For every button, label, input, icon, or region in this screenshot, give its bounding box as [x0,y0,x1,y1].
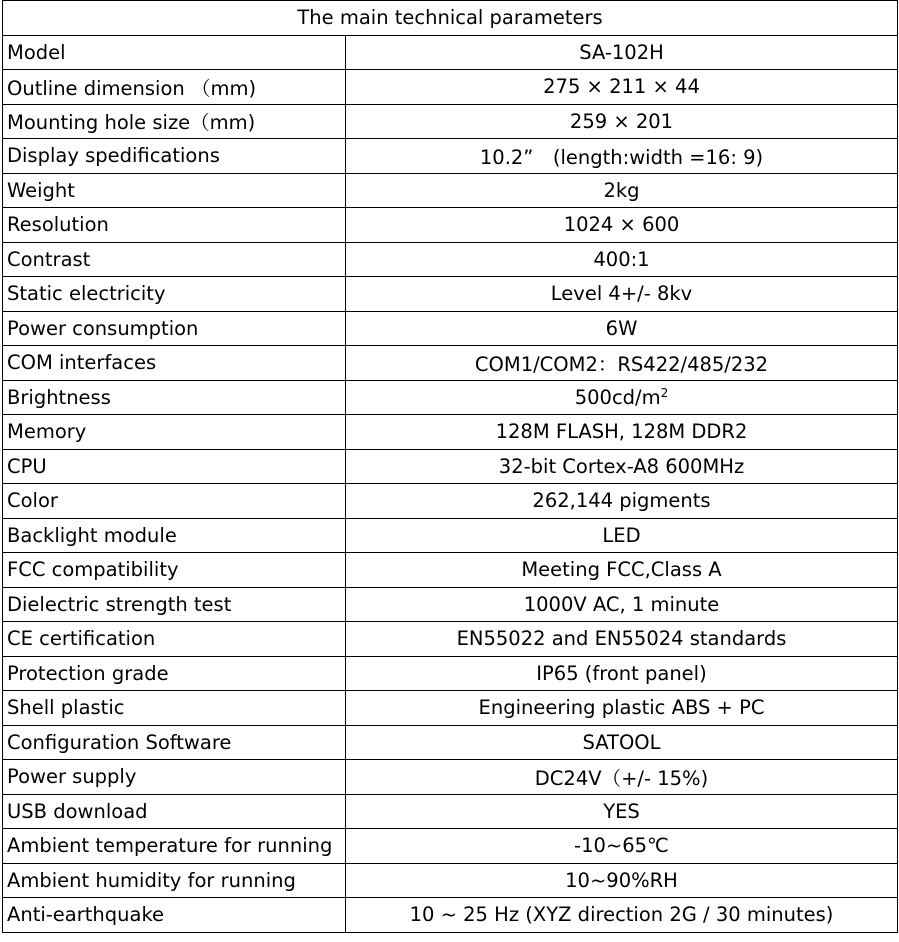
table-title: The main technical parameters [3,1,898,36]
table-row [3,173,898,208]
table-row [3,829,898,864]
parameter-value-text: 6W [605,316,638,340]
table-row [3,139,898,174]
parameter-name: USB download [3,794,346,829]
parameter-value [346,104,898,139]
parameter-value [346,70,898,105]
table-row [3,380,898,415]
parameter-value-text: LED [602,523,641,547]
superscript: 2 [660,385,669,400]
parameter-value-text: 10.2” (length:width =16: 9) [479,145,764,169]
parameter-value-text: 10~90%RH [565,868,678,892]
parameter-value [346,242,898,277]
parameter-name: Configuration Software [3,725,346,760]
parameter-name: Shell plastic [3,691,346,726]
table-row [3,587,898,622]
parameter-value [346,139,898,174]
table-row [3,415,898,450]
parameter-name: Display spedifications [3,139,346,174]
parameter-name: Outline dimension （mm) [3,70,346,105]
parameter-value-text: SATOOL [582,730,661,754]
parameter-name: Brightness [3,380,346,415]
parameter-value-text: Meeting FCC,Class A [521,558,722,582]
parameter-value-text: IP65 (front panel) [536,661,707,685]
parameter-name: Ambient temperature for running [3,829,346,864]
parameter-name: Model [3,35,346,70]
table-row [3,311,898,346]
parameter-value-text: 400:1 [593,247,650,271]
parameter-name: Dielectric strength test [3,587,346,622]
parameter-value [346,35,898,70]
table-row [3,484,898,519]
parameter-value-text: 10 ~ 25 Hz (XYZ direction 2G / 30 minutes) [409,903,834,927]
table-row [3,553,898,588]
parameter-value [346,760,898,795]
parameter-name: Resolution [3,208,346,243]
parameter-value [346,863,898,898]
parameter-value-text: 1000V AC, 1 minute [523,592,720,616]
parameter-value-text: -10~65℃ [574,834,669,858]
parameter-value-text: 259 × 201 [569,109,674,133]
table-row [3,656,898,691]
parameter-value [346,415,898,450]
parameter-value [346,656,898,691]
table-row [3,277,898,312]
parameter-name: Weight [3,173,346,208]
spec-body [3,35,898,932]
table-row [3,449,898,484]
parameter-value-text: Engineering plastic ABS + PC [478,696,765,720]
parameter-name: CPU [3,449,346,484]
parameter-value [346,898,898,933]
parameter-value [346,449,898,484]
parameter-value [346,829,898,864]
parameter-name: Power supply [3,760,346,795]
parameter-value [346,311,898,346]
parameter-value [346,553,898,588]
parameter-value [346,277,898,312]
parameter-value [346,622,898,657]
table-row [3,104,898,139]
parameter-name: Power consumption [3,311,346,346]
parameter-name: Ambient humidity for running [3,863,346,898]
table-row [3,794,898,829]
parameter-value-text: DC24V（+/- 15%) [534,766,709,790]
table-row [3,518,898,553]
parameter-value [346,691,898,726]
parameter-value-text: Level 4+/- 8kv [550,282,693,306]
parameter-value-text: COM1/COM2：RS422/485/232 [474,352,769,376]
table-row [3,898,898,933]
parameter-name: Protection grade [3,656,346,691]
parameter-value [346,518,898,553]
parameter-name: Memory [3,415,346,450]
table-row [3,760,898,795]
parameter-value-text: 32-bit Cortex-A8 600MHz [498,454,745,478]
spec-table [2,0,898,933]
parameter-value [346,587,898,622]
parameter-value-text: 262,144 pigments [532,489,711,513]
parameter-value-text: 2kg [603,178,640,202]
parameter-name: FCC compatibility [3,553,346,588]
parameter-value-text: YES [603,799,640,823]
parameter-value-text: 128M FLASH, 128M DDR2 [495,420,748,444]
table-row [3,622,898,657]
table-row [3,863,898,898]
parameter-name: COM interfaces [3,346,346,381]
parameter-name: Backlight module [3,518,346,553]
parameter-name: Color [3,484,346,519]
parameter-name: Mounting hole size（mm) [3,104,346,139]
parameter-name: Contrast [3,242,346,277]
parameter-value [346,346,898,381]
table-header-row [3,1,898,36]
parameter-value [346,208,898,243]
parameter-value-text: 275 × 211 × 44 [543,75,700,99]
table-row [3,346,898,381]
parameter-name: Anti-earthquake [3,898,346,933]
parameter-value [346,173,898,208]
table-row [3,725,898,760]
parameter-value [346,380,898,415]
parameter-value [346,484,898,519]
parameter-value [346,794,898,829]
parameter-value-text: SA-102H [579,40,664,64]
parameter-value-text: EN55022 and EN55024 standards [456,627,787,651]
table-row [3,208,898,243]
table-row [3,691,898,726]
parameter-value-text: 1024 × 600 [563,213,680,237]
parameter-name: CE certification [3,622,346,657]
parameter-value [346,725,898,760]
parameter-name: Static electricity [3,277,346,312]
table-row [3,35,898,70]
table-row [3,242,898,277]
table-row [3,70,898,105]
parameter-value-text: 500cd/m [574,385,661,409]
